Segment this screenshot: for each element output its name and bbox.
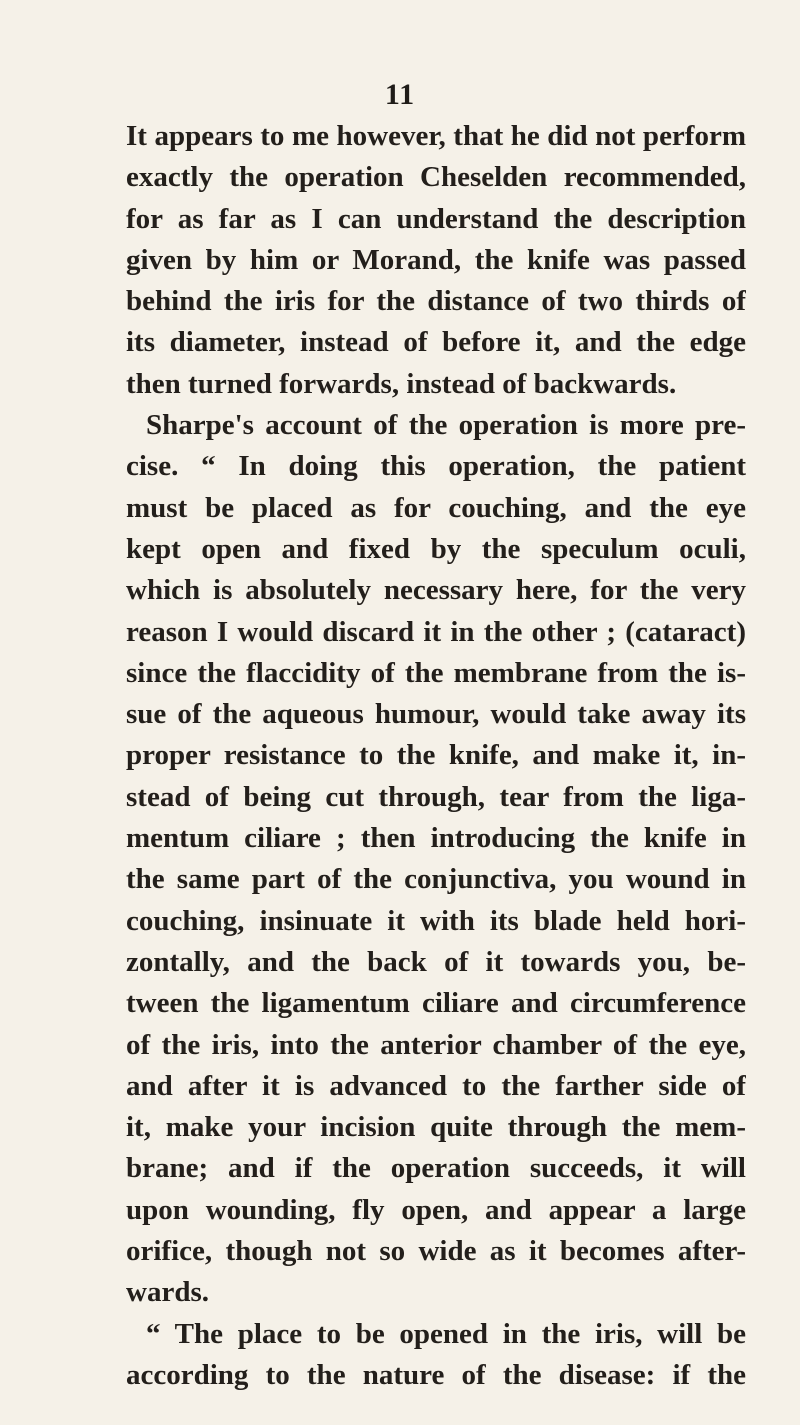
text-line: then turned forwards, instead of backwards. [126,367,677,400]
text-line: Sharpe's account of the operation is more pre- [146,409,746,442]
text-line: sue of the aqueous humour, would take away its [126,698,746,731]
text-line: for as far as I can understand the description [126,202,746,235]
body-text [126,116,746,1396]
text-line: which is absolutely necessary here, for the very [126,574,746,607]
text-line: upon wounding, fly open, and appear a large [126,1193,746,1226]
text-line: wards. [126,1276,209,1309]
text-line: brane; and if the operation succeeds, it will [126,1152,746,1185]
text-line: stead of being cut through, tear from the liga- [126,780,746,813]
text-line: cise. “ In doing this operation, the patient [126,450,746,483]
text-line: orifice, though not so wide as it becomes after- [126,1235,746,1268]
text-line: given by him or Morand, the knife was passed [126,243,746,276]
text-line: must be placed as for couching, and the eye [126,491,746,524]
text-line: mentum ciliare ; then introducing the knife in [126,822,746,855]
text-line: behind the iris for the distance of two thirds of [126,285,746,318]
text-line: It appears to me however, that he did not perform [126,120,746,152]
text-line: the same part of the conjunctiva, you wound in [126,863,746,896]
text-line: and after it is advanced to the farther side of [126,1069,746,1102]
text-line: its diameter, instead of before it, and the edge [126,326,746,359]
text-line: proper resistance to the knife, and make it, in- [126,739,746,772]
text-line: couching, insinuate it with its blade held hori- [126,904,746,937]
text-line: according to the nature of the disease: if the [126,1358,746,1391]
text-line: since the flaccidity of the membrane from the is- [126,656,746,689]
page-number: 11 [384,78,416,111]
text-line: of the iris, into the anterior chamber of the eye, [126,1028,746,1061]
text-line: reason I would discard it in the other ; (cataract) [126,615,746,648]
text-line: it, make your incision quite through the mem- [126,1111,746,1144]
text-line: “ The place to be opened in the iris, will be [146,1317,746,1350]
text-line: exactly the operation Cheselden recommended, [126,161,746,194]
text-line: tween the ligamentum ciliare and circumference [126,987,746,1020]
text-line: kept open and fixed by the speculum oculi, [126,532,746,565]
text-line: zontally, and the back of it towards you, be- [126,945,746,978]
